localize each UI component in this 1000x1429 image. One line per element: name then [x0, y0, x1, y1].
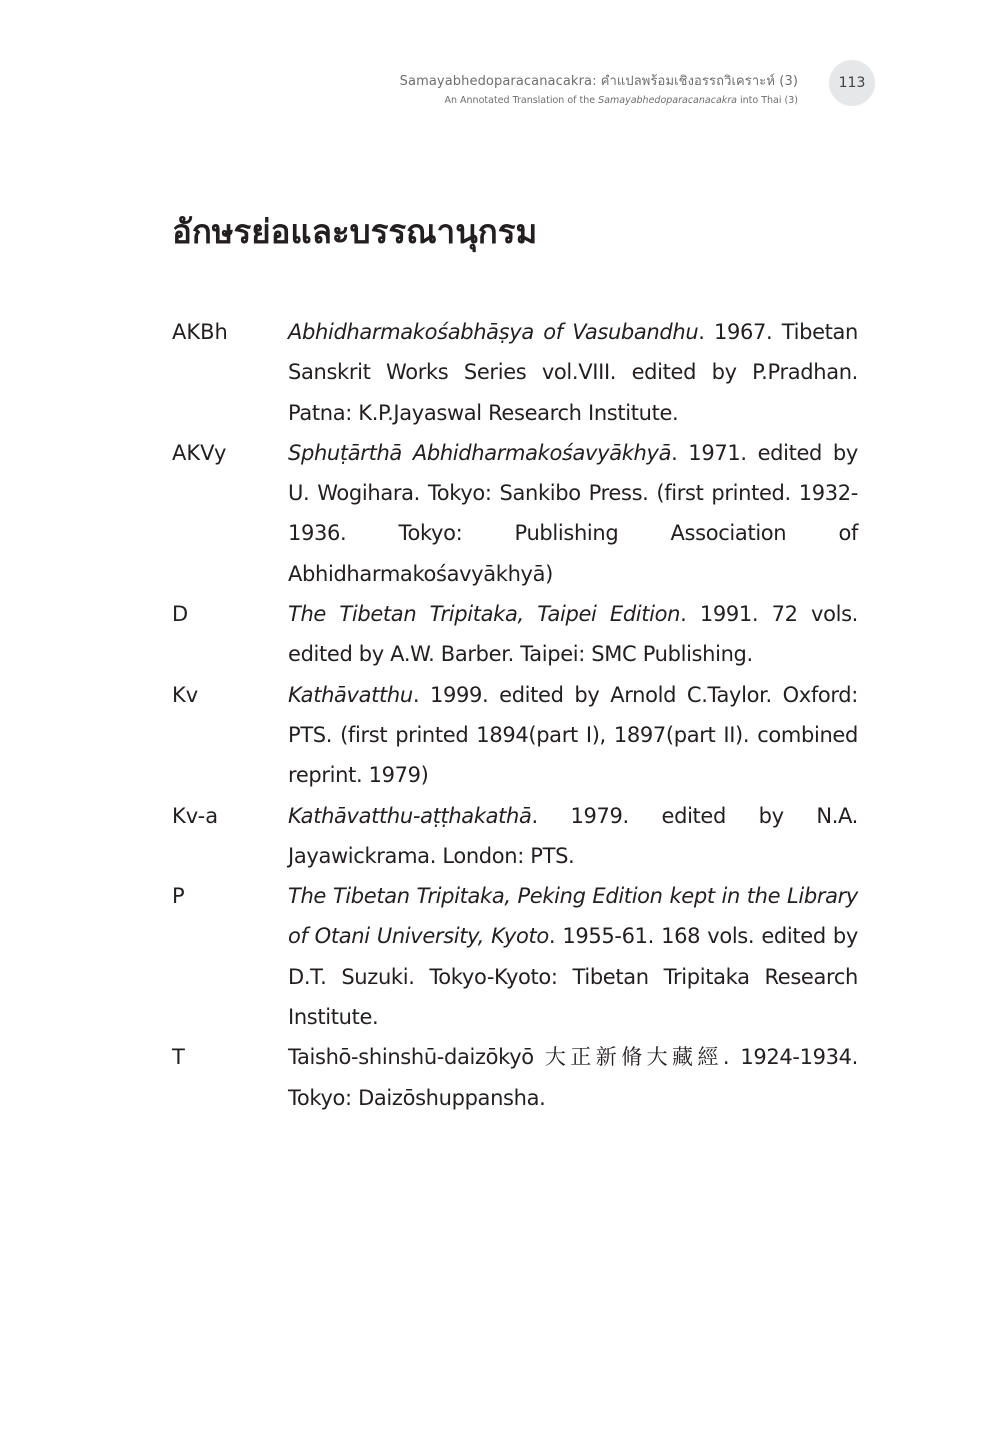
entry-details: . 1979. edited by N.A. Jayawickrama. London: PTS. [288, 803, 858, 868]
running-subtitle-italic: Samayabhedoparacanacakra [598, 95, 737, 106]
entry-description [288, 1037, 858, 1118]
list-item [172, 876, 858, 1037]
abbreviation-list [172, 312, 858, 1118]
entry-details: . 1971. edited by U. Wogihara. Tokyo: Sankibo Press. (first printed. 1932-1936. Tokyo: Publishing Association of Abhidharmakośavyākhyā) [288, 440, 858, 586]
running-subtitle-prefix: An Annotated Translation of the [444, 95, 599, 106]
page-title: อักษรย่อและบรรณานุกรม [172, 212, 538, 251]
list-item [172, 1037, 858, 1118]
entry-title: Abhidharmakośabhāṣya of Vasubandhu [288, 320, 699, 344]
entry-description [288, 594, 858, 675]
entry-abbreviation: AKBh [172, 320, 228, 344]
list-item [172, 796, 858, 877]
list-item [172, 433, 858, 594]
entry-title: The Tibetan Tripitaka, Peking Edition kept in the Library of Otani University, Kyoto [288, 884, 858, 949]
entry-abbreviation: P [172, 884, 185, 909]
list-item [172, 675, 858, 796]
entry-details: . 1991. 72 vols. edited by A.W. Barber. Taipei: SMC Publishing. [288, 602, 859, 667]
running-subtitle-suffix: into Thai (3) [737, 95, 798, 106]
entry-abbreviation: Kv [172, 682, 199, 707]
entry-description [288, 675, 858, 796]
entry-title: The Tibetan Tripitaka, Taipei Edition [288, 602, 681, 627]
page-number-badge: 113 [829, 60, 875, 106]
entry-abbreviation: D [172, 602, 189, 627]
list-item [172, 594, 858, 675]
entry-description [288, 433, 858, 594]
entry-abbreviation: T [172, 1045, 185, 1070]
entry-description [288, 796, 858, 877]
entry-details: . 1955-61. 168 vols. edited by D.T. Suzuki. Tokyo-Kyoto: Tibetan Tripitaka Research Institute. [288, 924, 858, 1030]
entry-title: Sphuṭārthā Abhidharmakośavyākhyā [288, 440, 672, 465]
entry-details: Taishō-shinshū-daizōkyō 大正新脩大藏經. 1924-1934. Tokyo: Daizōshuppansha. [288, 1045, 858, 1110]
list-item [172, 312, 858, 433]
entry-description [288, 312, 858, 433]
entry-details: . 1999. edited by Arnold C.Taylor. Oxford: PTS. (first printed 1894(part I), 1897(part II). combined reprint. 1979) [288, 682, 858, 788]
entry-details: . 1967. Tibetan Sanskrit Works Series vol.VIII. edited by P.Pradhan. Patna: K.P.Jayaswal Research Institute. [288, 320, 858, 425]
entry-abbreviation: Kv-a [172, 803, 219, 828]
entry-title: Kathāvatthu [288, 682, 413, 707]
entry-title: Kathāvatthu-aṭṭhakathā [288, 803, 532, 828]
running-title: Samayabhedoparacanacakra: คำแปลพร้อมเชิงอรรถวิเคราะห์ (3) [399, 74, 798, 89]
running-header [400, 70, 798, 106]
running-subtitle [400, 95, 798, 106]
entry-description [288, 876, 858, 1037]
entry-abbreviation: AKVy [172, 440, 227, 465]
